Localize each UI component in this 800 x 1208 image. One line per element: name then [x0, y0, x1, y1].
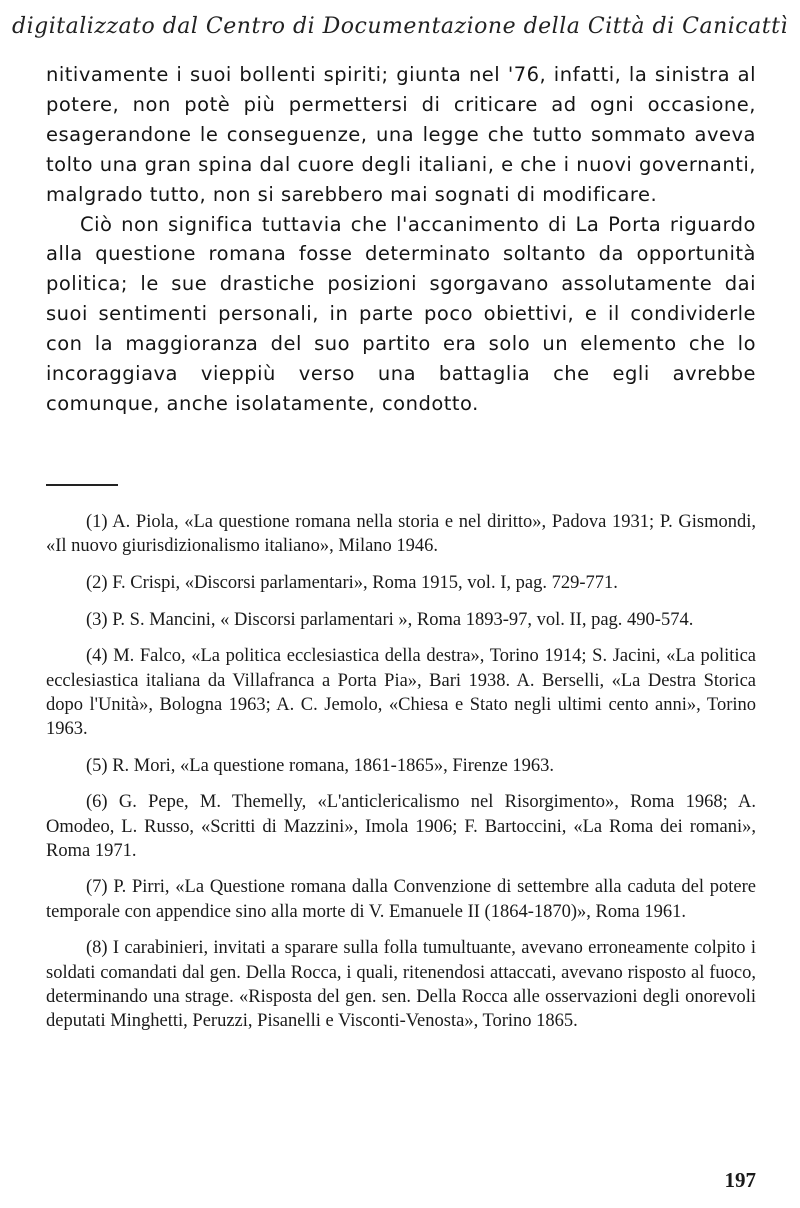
footnote-divider — [46, 484, 118, 486]
footnote-4: (4) M. Falco, «La politica ecclesiastica della destra», Torino 1914; S. Jacini, «La politica ecclesiastica italiana da Villafranca a Porta Pia», Bari 1938. A. Berselli, «La Destra Storica dopo l'Unità», Bologna 1963; A. C. Jemolo, «Chiesa e Stato negli ultimi cento anni», Torino 1963. — [46, 646, 756, 739]
body-paragraph: nitivamente i suoi bollenti spiriti; giunta nel '76, infatti, la sinistra al potere, non potè più permettersi di criticare ad ogni occasione, esagerandone le conseguenze, una legge che tutto sommato aveva tolto una gran spina dal cuore degli italiani, e che i nuovi governanti, malgrado tutto, non si sarebbero mai sognati di modificare. — [46, 63, 756, 206]
footnote-5: (5) R. Mori, «La questione romana, 1861-1865», Firenze 1963. — [86, 755, 555, 776]
footnote-1: (1) A. Piola, «La questione romana nella storia e nel diritto», Padova 1931; P. Gismondi, «Il nuovo giurisdizionalismo italiano», Milano 1946. — [46, 512, 756, 557]
footnote-8: (8) I carabinieri, invitati a sparare sulla folla tumultuante, avevano erroneamente colpito i soldati comandati dal gen. Della Rocca, i quali, ritenendosi attaccati, avevano risposto al fuoco, determinando una strage. «Risposta del gen. sen. Della Rocca alle osservazioni degli onorevoli deputati Minghetti, Peruzzi, Pisanelli e Visconti-Venosta», Torino 1865. — [46, 938, 756, 1031]
footnote-3: (3) P. S. Mancini, « Discorsi parlamentari », Roma 1893-97, vol. II, pag. 490-574. — [86, 609, 694, 630]
body-text — [46, 60, 756, 419]
footnote-2: (2) F. Crispi, «Discorsi parlamentari», Roma 1915, vol. I, pag. 729-771. — [86, 572, 618, 593]
footnote-6: (6) G. Pepe, M. Themelly, «L'anticlericalismo nel Risorgimento», Roma 1968; A. Omodeo, L. Russo, «Scritti di Mazzini», Imola 1906; F. Bartoccini, «La Roma dei romani», Roma 1971. — [46, 792, 756, 861]
digitization-watermark: digitalizzato dal Centro di Documentazione della Città di Canicattì — [12, 14, 788, 39]
footnote-7: (7) P. Pirri, «La Questione romana dalla Convenzione di settembre alla caduta del potere temporale con appendice sino alla morte di V. Emanuele II (1864-1870)», Roma 1961. — [46, 877, 756, 922]
footnotes — [46, 510, 756, 1046]
page-number: 197 — [724, 1168, 756, 1192]
body-paragraph: Ciò non significa tuttavia che l'accanimento di La Porta riguardo alla questione romana fosse determinato soltanto da opportunità politica; le sue drastiche posizioni sgorgavano assolutamente dai suoi sentimenti personali, in parte poco obiettivi, e il condividerle con la maggioranza del suo partito era solo un elemento che lo incoraggiava vieppiù verso una battaglia che egli avrebbe comunque, anche isolatamente, condotto. — [46, 212, 756, 415]
